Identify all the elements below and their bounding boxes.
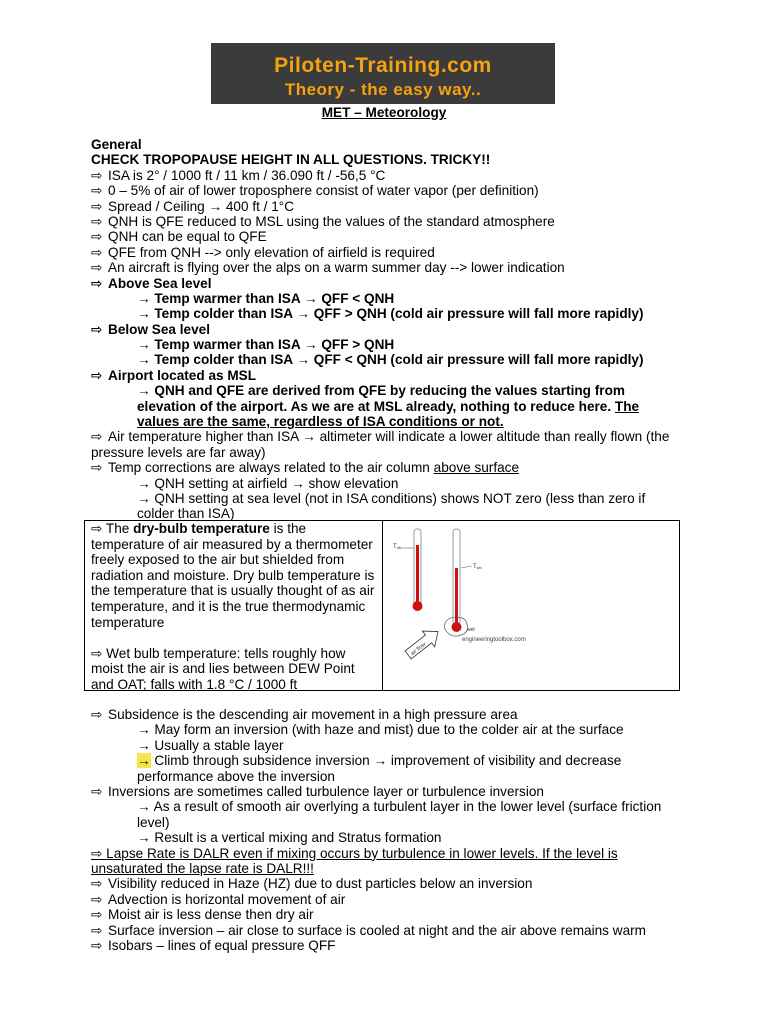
airflow-arrow-icon <box>402 624 444 663</box>
arrow-icon: ⇨ <box>91 891 103 907</box>
arrow-icon: ⇨ <box>91 907 103 923</box>
arrow-icon: → <box>137 799 154 815</box>
list-item: → QNH setting at airfield → show elevation <box>137 475 399 491</box>
arrow-icon: ⇨ <box>91 260 103 276</box>
msl-explanation: → QNH and QFE are derived from QFE by reducing the values starting from elevation of the airport. As we are at MSL already, nothing to reduce here. The values are the same, regardless of ISA conditions or not. <box>137 383 640 430</box>
list-item: ⇨ Subsidence is the descending air movement in a high pressure area <box>91 707 518 722</box>
dry-bulb-table <box>84 520 680 691</box>
thermometer-illustration <box>385 523 675 683</box>
wet-bulb-paragraph: ⇨ Wet bulb temperature: tells roughly how moist the air is and lies between DEW Point and OAT; falls with 1.8 °C / 1000 ft <box>91 645 355 692</box>
wet-bulb-thermometer-icon <box>444 529 467 636</box>
arrow-icon: → <box>292 306 314 322</box>
wet-wick-label: wet <box>467 627 475 633</box>
list-item: ⇨ Inversions are sometimes called turbulence layer or turbulence inversion <box>91 783 544 799</box>
list-item: ⇨ Advection is horizontal movement of air <box>91 891 346 907</box>
list-item: ⇨ QNH is QFE reduced to MSL using the values of the standard atmosphere <box>91 213 555 229</box>
arrow-icon: → <box>300 290 322 306</box>
banner-title: Piloten-Training.com <box>274 54 492 77</box>
list-item: → As a result of smooth air overlying a turbulent layer in the lower level (surface friction level) <box>137 799 662 830</box>
arrow-icon: ⇨ <box>91 645 107 661</box>
tropopause-warning: CHECK TROPOPAUSE HEIGHT IN ALL QUESTIONS. TRICKY!! <box>91 152 491 168</box>
image-source-caption: engineeringtoolbox.com <box>462 637 526 643</box>
arrow-icon: ⇨ <box>91 244 103 260</box>
list-item: → QNH setting at sea level (not in ISA conditions) shows NOT zero (less than zero if colder than ISA) <box>137 491 646 522</box>
arrow-icon: → <box>300 337 322 353</box>
arrow-icon: ⇨ <box>91 367 103 383</box>
arrow-icon: → <box>137 290 155 306</box>
list-item: → May form an inversion (with haze and mist) due to the colder air at the surface <box>137 722 624 738</box>
arrow-icon: ⇨ <box>91 460 103 476</box>
msl-heading: ⇨ Airport located as MSL <box>91 367 257 383</box>
list-item: ⇨ Surface inversion – air close to surface is cooled at night and the air above remains warm <box>91 922 646 938</box>
list-item: ⇨ Visibility reduced in Haze (HZ) due to dust particles below an inversion <box>91 876 533 892</box>
list-item: → Climb through subsidence inversion → improvement of visibility and decrease performance above the inversion <box>137 753 622 784</box>
arrow-icon: → <box>137 737 155 753</box>
list-item: → Result is a vertical mixing and Stratus formation <box>137 830 442 846</box>
below-sea-heading: ⇨ Below Sea level <box>91 321 211 337</box>
arrow-icon: → <box>137 491 155 507</box>
arrow-icon: → <box>137 753 151 769</box>
subsidence-section <box>91 707 681 953</box>
arrow-icon: ⇨ <box>91 429 103 445</box>
list-item: ⇨ QNH can be equal to QFE <box>91 229 267 245</box>
site-logo-banner <box>211 43 555 104</box>
general-heading: General <box>91 137 142 152</box>
list-item: → Temp warmer than ISA → QFF > QNH <box>137 337 395 353</box>
list-item: ⇨ Isobars – lines of equal pressure QFF <box>91 937 336 953</box>
arrow-icon: ⇨ <box>91 321 103 337</box>
arrow-icon: ⇨ <box>91 275 103 291</box>
arrow-icon: → <box>137 383 155 399</box>
wet-bulb-label: Twb <box>473 564 482 570</box>
list-item: ⇨ Air temperature higher than ISA → altimeter will indicate a lower altitude than really flown (the pressure levels are far away) <box>91 429 670 460</box>
list-item: ⇨ An aircraft is flying over the alps on a warm summer day --> lower indication <box>91 260 565 276</box>
arrow-icon: ⇨ <box>91 707 103 722</box>
arrow-icon: ⇨ <box>91 521 106 536</box>
arrow-icon: ⇨ <box>91 213 103 229</box>
banner-tagline: Theory - the easy way.. <box>284 80 482 99</box>
list-item: ⇨ Spread / Ceiling → 400 ft / 1°C <box>91 198 295 214</box>
arrow-icon: → <box>137 722 155 738</box>
above-sea-heading: ⇨ Above Sea level <box>91 275 212 291</box>
general-section <box>91 137 681 522</box>
arrow-icon: → <box>137 352 155 368</box>
dry-bulb-paragraph: ⇨ The dry-bulb temperature is the temperature of air measured by a thermometer freely exposed to the air but shielded from radiation and moisture. Dry bulb temperature is the temperature that is usually thought of as air temperature, and it is the true thermodynamic temperature <box>91 521 375 630</box>
list-item: → Temp warmer than ISA → QFF < QNH <box>137 290 395 306</box>
list-item: ⇨ Moist air is less dense then dry air <box>91 907 314 923</box>
dry-bulb-thermometer-icon <box>413 529 423 611</box>
lapse-rate-note: ⇨ Lapse Rate is DALR even if mixing occurs by turbulence in lower levels. If the level is unsaturated the lapse rate is DALR!!! <box>91 845 618 876</box>
dry-bulb-label: Tdb <box>393 544 402 550</box>
arrow-icon: → <box>137 830 155 846</box>
dry-bulb-text-cell <box>91 521 376 693</box>
list-item: → Temp colder than ISA → QFF > QNH (cold air pressure will fall more rapidly) <box>137 306 644 322</box>
list-item: → Temp colder than ISA → QFF < QNH (cold air pressure will fall more rapidly) <box>137 352 644 368</box>
table-divider <box>382 521 383 690</box>
arrow-icon: ⇨ <box>91 198 103 214</box>
arrow-icon: ⇨ <box>91 876 103 892</box>
arrow-icon: → <box>292 352 314 368</box>
arrow-icon: ⇨ <box>91 937 103 953</box>
list-item: → Usually a stable layer <box>137 737 284 753</box>
arrow-icon: ⇨ <box>91 183 103 199</box>
arrow-icon: ⇨ <box>91 167 103 183</box>
arrow-icon: ⇨ <box>91 845 107 861</box>
arrow-icon: ⇨ <box>91 229 103 245</box>
arrow-icon: → <box>137 475 155 491</box>
arrow-icon: → <box>137 306 155 322</box>
list-item: ⇨ Temp corrections are always related to the air column above surface <box>91 460 520 476</box>
list-item: ⇨ ISA is 2° / 1000 ft / 11 km / 36.090 ft / -56,5 °C <box>91 167 386 183</box>
arrow-icon: ⇨ <box>91 783 103 799</box>
svg-text:air flow: air flow <box>409 641 428 658</box>
list-item: ⇨ QFE from QNH --> only elevation of airfield is required <box>91 244 435 260</box>
arrow-icon: ⇨ <box>91 922 103 938</box>
page-title: MET – Meteorology <box>321 105 447 120</box>
arrow-icon: → <box>137 337 155 353</box>
list-item: ⇨ 0 – 5% of air of lower troposphere consist of water vapor (per definition) <box>91 183 539 199</box>
